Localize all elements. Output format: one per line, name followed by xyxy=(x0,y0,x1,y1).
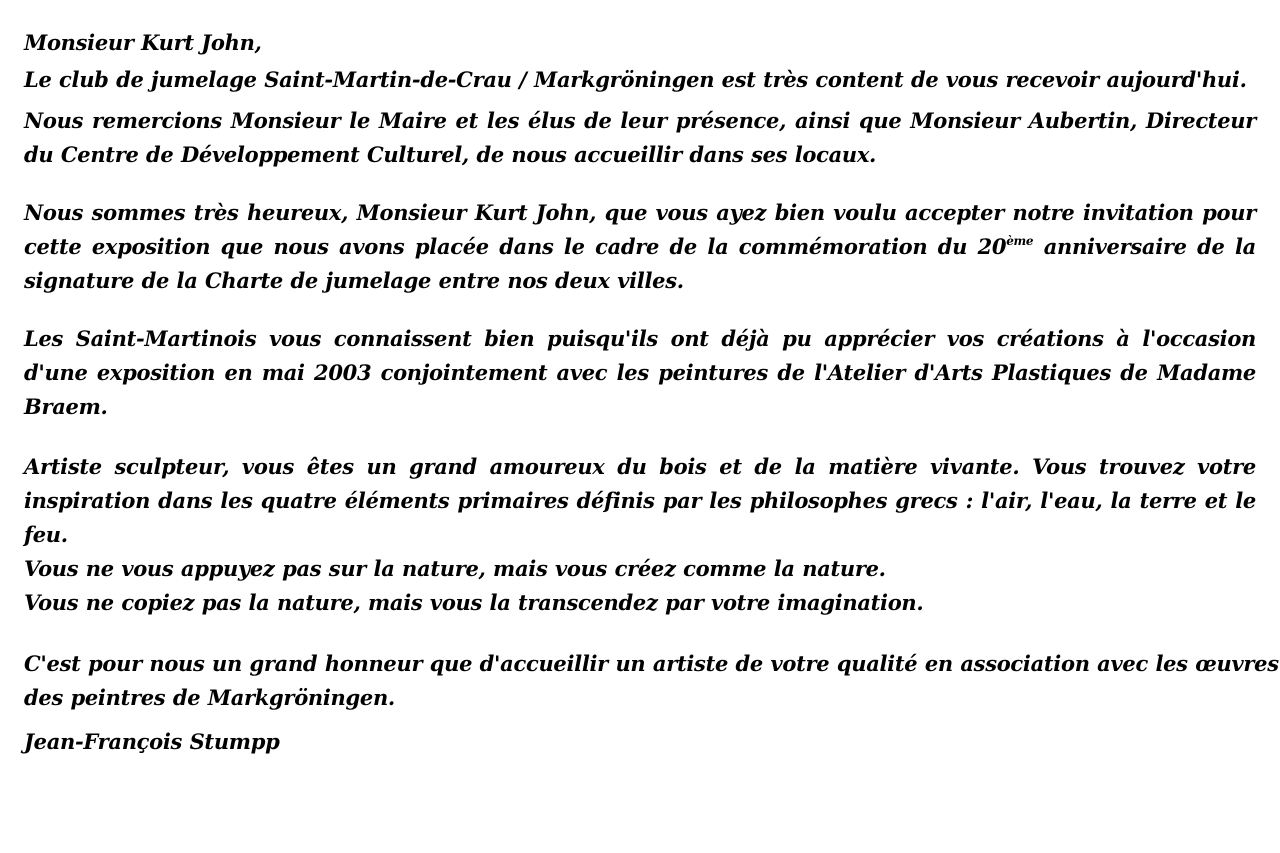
invitation-line-2 xyxy=(24,230,1256,264)
invitation-line-2-start: cette exposition que nous avons placée dans le cadre de la commémoration du 20 xyxy=(24,234,1007,259)
honor-line-2: des peintres de Markgröningen. xyxy=(24,685,395,710)
invitation-line-3: signature de la Charte de jumelage entre nos deux villes. xyxy=(24,268,684,293)
intro-line: Le club de jumelage Saint-Martin-de-Crau / Markgröningen est très content de vous recevoir aujourd'hui. xyxy=(24,67,1247,92)
greeting-line: Monsieur Kurt John, xyxy=(24,30,262,55)
paragraph-honor xyxy=(24,647,1279,715)
letter-body xyxy=(24,26,1279,759)
signature-name: Jean-François Stumpp xyxy=(24,729,280,754)
thanks-line-2: du Centre de Développement Culturel, de nous accueillir dans ses locaux. xyxy=(24,142,877,167)
paragraph-thanks xyxy=(24,104,1256,172)
paragraph-intro xyxy=(24,63,1256,97)
history-line-3: Braem. xyxy=(24,394,108,419)
paragraph-history xyxy=(24,322,1256,424)
artist-line-3: feu. xyxy=(24,522,68,547)
ordinal-superscript: ème xyxy=(1006,234,1034,248)
history-line-1: Les Saint-Martinois vous connaissent bien puisqu'ils ont déjà pu apprécier vos créations à l'occasion xyxy=(24,326,1256,351)
letter-greeting xyxy=(24,26,1256,60)
invitation-line-2-end: anniversaire de la xyxy=(1033,234,1256,259)
thanks-line-1: Nous remercions Monsieur le Maire et les élus de leur présence, ainsi que Monsieur Aubertin, Directeur xyxy=(24,108,1256,133)
letter-signature xyxy=(24,725,1256,759)
artist-line-5: Vous ne copiez pas la nature, mais vous la transcendez par votre imagination. xyxy=(24,590,924,615)
invitation-line-1: Nous sommes très heureux, Monsieur Kurt John, que vous ayez bien voulu accepter notre invitation pour xyxy=(24,200,1256,225)
artist-line-4: Vous ne vous appuyez pas sur la nature, mais vous créez comme la nature. xyxy=(24,556,886,581)
paragraph-artist xyxy=(24,450,1256,620)
artist-line-2: inspiration dans les quatre éléments primaires définis par les philosophes grecs : l'air, l'eau, la terre et le xyxy=(24,488,1256,513)
history-line-2: d'une exposition en mai 2003 conjointement avec les peintures de l'Atelier d'Arts Plastiques de Madame xyxy=(24,360,1256,385)
paragraph-invitation xyxy=(24,196,1256,298)
artist-line-1: Artiste sculpteur, vous êtes un grand amoureux du bois et de la matière vivante. Vous trouvez votre xyxy=(24,454,1256,479)
honor-line-1: C'est pour nous un grand honneur que d'accueillir un artiste de votre qualité en association avec les œuvres xyxy=(24,651,1279,676)
